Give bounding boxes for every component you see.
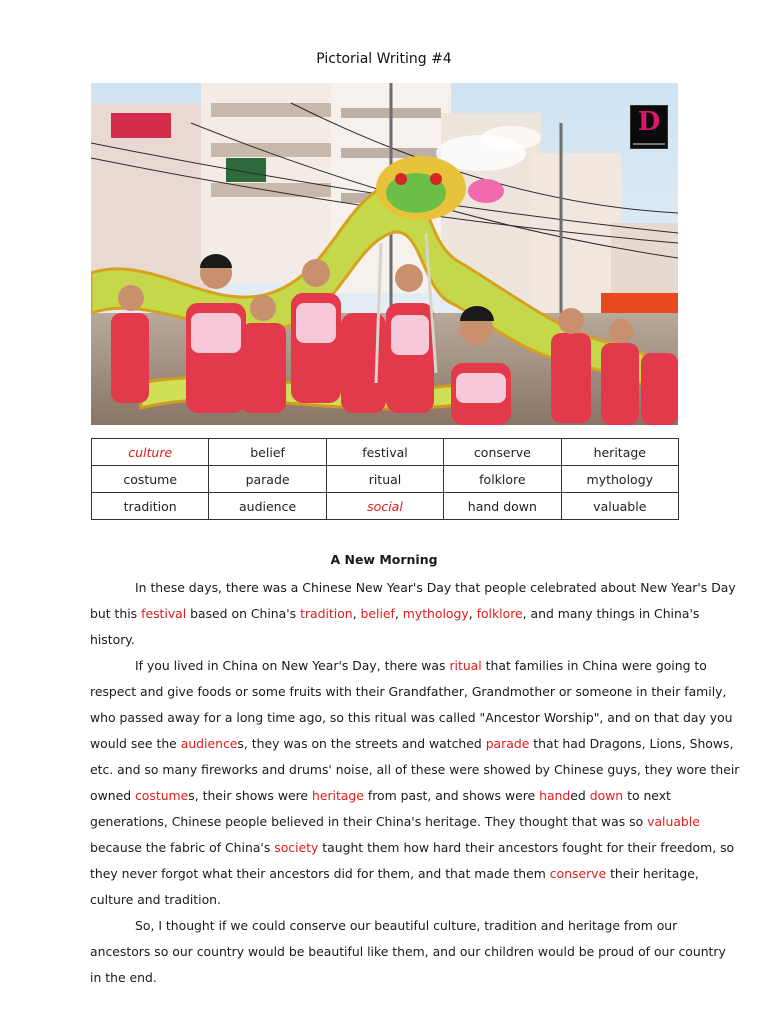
dragon-parade-photo [91,83,678,425]
highlighted-word: folklore [476,606,523,621]
essay-line [90,913,690,939]
essay-text: etc. and so many fireworks and drums' noise, all of these were showed by Chinese guys, they wore their [90,762,740,777]
vocabulary-word: audience [209,493,326,520]
essay-line [90,887,690,913]
essay-text: that families in China were going to [481,658,707,673]
vocabulary-word: conserve [444,439,561,466]
essay-line [90,939,726,965]
essay-line [90,861,699,887]
page-title: Pictorial Writing #4 [316,51,452,67]
highlighted-word: belief [360,606,395,621]
essay-text: they never forgot what their ancestors did for them, and that made them [90,866,550,881]
essay-text: from past, and shows were [363,788,540,803]
essay-text: In these days, there was a Chinese New Year's Day that people celebrated about New Year's Day [135,580,736,595]
highlighted-word: ritual [449,658,482,673]
vocabulary-word: culture [92,439,209,466]
essay-text: culture and tradition. [90,892,221,907]
essay-line [90,575,736,601]
essay-text: their heritage, [606,866,699,881]
vocabulary-word: social [326,493,443,520]
highlighted-word: parade [485,736,530,751]
vocabulary-row [92,466,679,493]
vocabulary-word: costume [92,466,209,493]
essay-text: , [468,606,477,621]
essay-text: based on China's [186,606,301,621]
vocabulary-row [92,493,679,520]
highlighted-word: conserve [549,866,607,881]
essay-line [90,965,690,991]
essay-text: generations, Chinese people believed in their China's heritage. They thought that was so [90,814,648,829]
vocabulary-word: parade [209,466,326,493]
essay-text: ancestors so our country would be beautiful like them, and our children would be proud of our country [90,944,726,959]
highlighted-word: festival [141,606,187,621]
essay-text: If you lived in China on New Year's Day, there was [135,658,450,673]
essay-line [90,601,700,627]
essay-body [90,575,740,991]
essay-text: , [394,606,403,621]
vocabulary-word: folklore [444,466,561,493]
vocabulary-word: festival [326,439,443,466]
vocabulary-word: hand down [444,493,561,520]
logo-underline [633,143,665,145]
essay-text: respect and give foods or some fruits with their Grandfather, Grandmother or someone in their family, [90,684,727,699]
essay-text: would see the [90,736,181,751]
vocabulary-word: mythology [561,466,678,493]
brand-logo [630,105,668,149]
essay-text: but this [90,606,142,621]
essay-line [90,627,690,653]
essay-line [90,705,733,731]
essay-line [90,679,727,705]
logo-letter: D [637,107,661,137]
vocabulary-table [91,438,679,520]
highlighted-word: tradition [300,606,353,621]
highlighted-word: down [589,788,624,803]
essay-line [90,783,690,809]
highlighted-word: costume [135,788,189,803]
essay-text: in the end. [90,970,157,985]
vocabulary-word: heritage [561,439,678,466]
essay-line [90,809,700,835]
essay-line [90,653,707,679]
essay-text: because the fabric of China's [90,840,275,855]
vocabulary-row [92,439,679,466]
essay-line [90,731,734,757]
essay-text: So, I thought if we could conserve our beautiful culture, tradition and heritage from our [135,918,678,933]
vocabulary-word: belief [209,439,326,466]
essay-text: , [352,606,361,621]
highlighted-word: hand [539,788,571,803]
highlighted-word: audience [180,736,238,751]
highlighted-word: mythology [402,606,469,621]
essay-heading: A New Morning [330,552,438,567]
essay-text: , and many things in China's [522,606,700,621]
essay-text: that had Dragons, Lions, Shows, [529,736,734,751]
essay-text: ed [570,788,590,803]
vocabulary-word: valuable [561,493,678,520]
vocabulary-word: ritual [326,466,443,493]
essay-text: history. [90,632,135,647]
essay-text: to next [623,788,671,803]
highlighted-word: heritage [311,788,364,803]
essay-line [90,757,740,783]
highlighted-word: society [274,840,319,855]
essay-line [90,835,735,861]
essay-text: who passed away for a long time ago, so this ritual was called "Ancestor Worship", and on that day you [90,710,733,725]
essay-text: s, they was on the streets and watched [237,736,486,751]
essay-text: s, their shows were [188,788,312,803]
vocabulary-word: tradition [92,493,209,520]
essay-text: taught them how hard their ancestors fought for their freedom, so [318,840,735,855]
highlighted-word: valuable [647,814,700,829]
essay-text: owned [90,788,135,803]
